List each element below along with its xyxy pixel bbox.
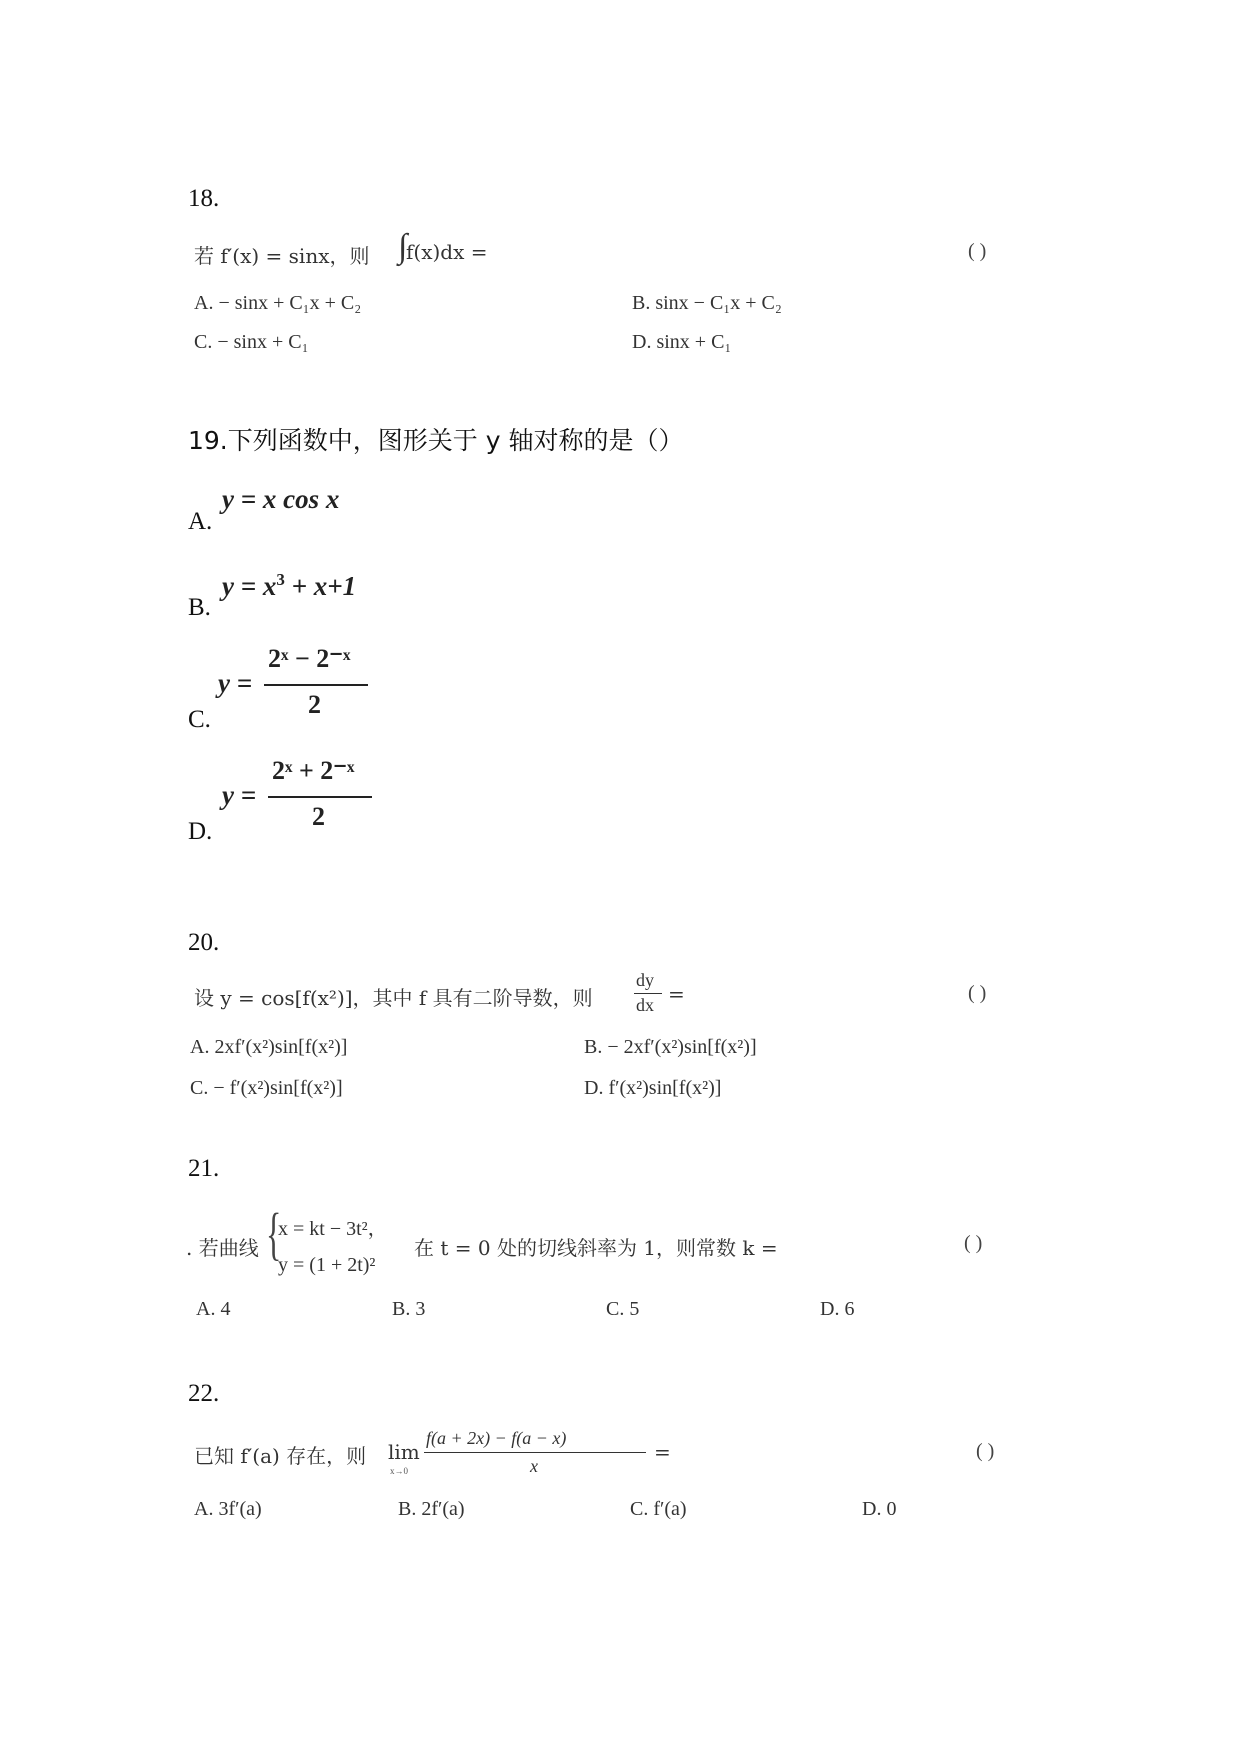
q18-number: 18. (188, 185, 220, 212)
q20-option-b: B. − 2xf′(x²)sin[f(x²)] (584, 1036, 757, 1058)
q19-formula-c-lhs: y = (218, 668, 253, 698)
q22-lim-subscript: x→0 (390, 1466, 408, 1476)
q19-formula-c-denominator: 2 (308, 690, 321, 719)
q20-option-c: C. − f′(x²)sin[f(x²)] (190, 1077, 343, 1099)
q19-formula-d-fraction-bar (268, 796, 372, 798)
q19-title: 19.下列函数中，图形关于 y 轴对称的是（） (188, 426, 684, 455)
q19-formula-d-numerator: 2ˣ + 2⁻ˣ (272, 756, 355, 785)
q18-option-b: B. sinx − C₁x + C₂ (632, 292, 782, 314)
q18-answer-paren: ( ) (968, 240, 987, 262)
q22-number: 22. (188, 1380, 220, 1407)
q19-formula-d-denominator: 2 (312, 802, 325, 831)
q21-option-d: D. 6 (820, 1298, 855, 1320)
q18-option-d: D. sinx + C₁ (632, 331, 732, 353)
q21-option-b: B. 3 (392, 1298, 426, 1320)
q20-derivative-denominator: dx (636, 995, 654, 1015)
q18-option-a: A. − sinx + C₁x + C₂ (194, 292, 362, 314)
q21-number: 21. (188, 1155, 220, 1182)
q18-option-c: C. − sinx + C₁ (194, 331, 309, 353)
q19-formula-d-lhs: y = (222, 780, 257, 810)
q19-formula-b (222, 570, 356, 602)
q20-derivative-fraction-bar (634, 993, 662, 994)
q22-option-c: C. f′(a) (630, 1498, 687, 1520)
q21-equation-x: x = kt − 3t²， (278, 1218, 388, 1240)
q22-answer-paren: ( ) (976, 1440, 995, 1462)
q22-lim: lim (388, 1440, 420, 1464)
q18-integral-sign: ∫ (398, 228, 408, 265)
q22-option-a: A. 3f′(a) (194, 1498, 262, 1520)
q20-option-d: D. f′(x²)sin[f(x²)] (584, 1077, 722, 1099)
q19-label-c: C. (188, 706, 211, 733)
q21-option-a: A. 4 (196, 1298, 231, 1320)
q19-label-b: B. (188, 594, 211, 621)
q18-stem-b: f(x)dx = (406, 240, 488, 264)
q22-fraction-bar (424, 1452, 646, 1453)
q22-fraction-denominator: x (530, 1456, 538, 1476)
q21-answer-paren: ( ) (964, 1232, 983, 1254)
q22-option-d: D. 0 (862, 1498, 897, 1520)
q20-stem-equals: = (668, 982, 685, 1006)
q19-formula-b-rest: + x+1 (284, 571, 357, 601)
q21-system-brace: { (266, 1201, 282, 1266)
q19-formula-c-fraction-bar (264, 684, 368, 686)
q19-label-a: A. (188, 508, 213, 535)
q22-stem-equals: = (654, 1440, 671, 1464)
q18-stem-a: 若 f′(x) = sinx，则 (194, 244, 370, 268)
q19-formula-c-numerator: 2ˣ − 2⁻ˣ (268, 644, 351, 673)
q22-option-b: B. 2f′(a) (398, 1498, 465, 1520)
q21-stem-b: 在 t = 0 处的切线斜率为 1，则常数 k = (414, 1236, 778, 1260)
q20-derivative-numerator: dy (636, 970, 654, 990)
q22-stem-a: 已知 f′(a) 存在，则 (194, 1444, 367, 1468)
q22-fraction-numerator: f(a + 2x) − f(a − x) (426, 1428, 567, 1448)
q20-option-a: A. 2xf′(x²)sin[f(x²)] (190, 1036, 348, 1058)
q19-formula-b-exponent: 3 (276, 570, 285, 589)
q19-formula-b-base: y = x (222, 571, 277, 601)
q19-label-d: D. (188, 818, 213, 845)
q21-option-c: C. 5 (606, 1298, 640, 1320)
q21-stem-a: . 若曲线 (186, 1236, 259, 1260)
q21-equation-y: y = (1 + 2t)² (278, 1254, 376, 1276)
q19-formula-a: y = x cos x (222, 484, 340, 514)
q20-number: 20. (188, 929, 220, 956)
q20-stem: 设 y = cos[f(x²)]，其中 f 具有二阶导数，则 (194, 986, 593, 1010)
q20-answer-paren: ( ) (968, 982, 987, 1004)
